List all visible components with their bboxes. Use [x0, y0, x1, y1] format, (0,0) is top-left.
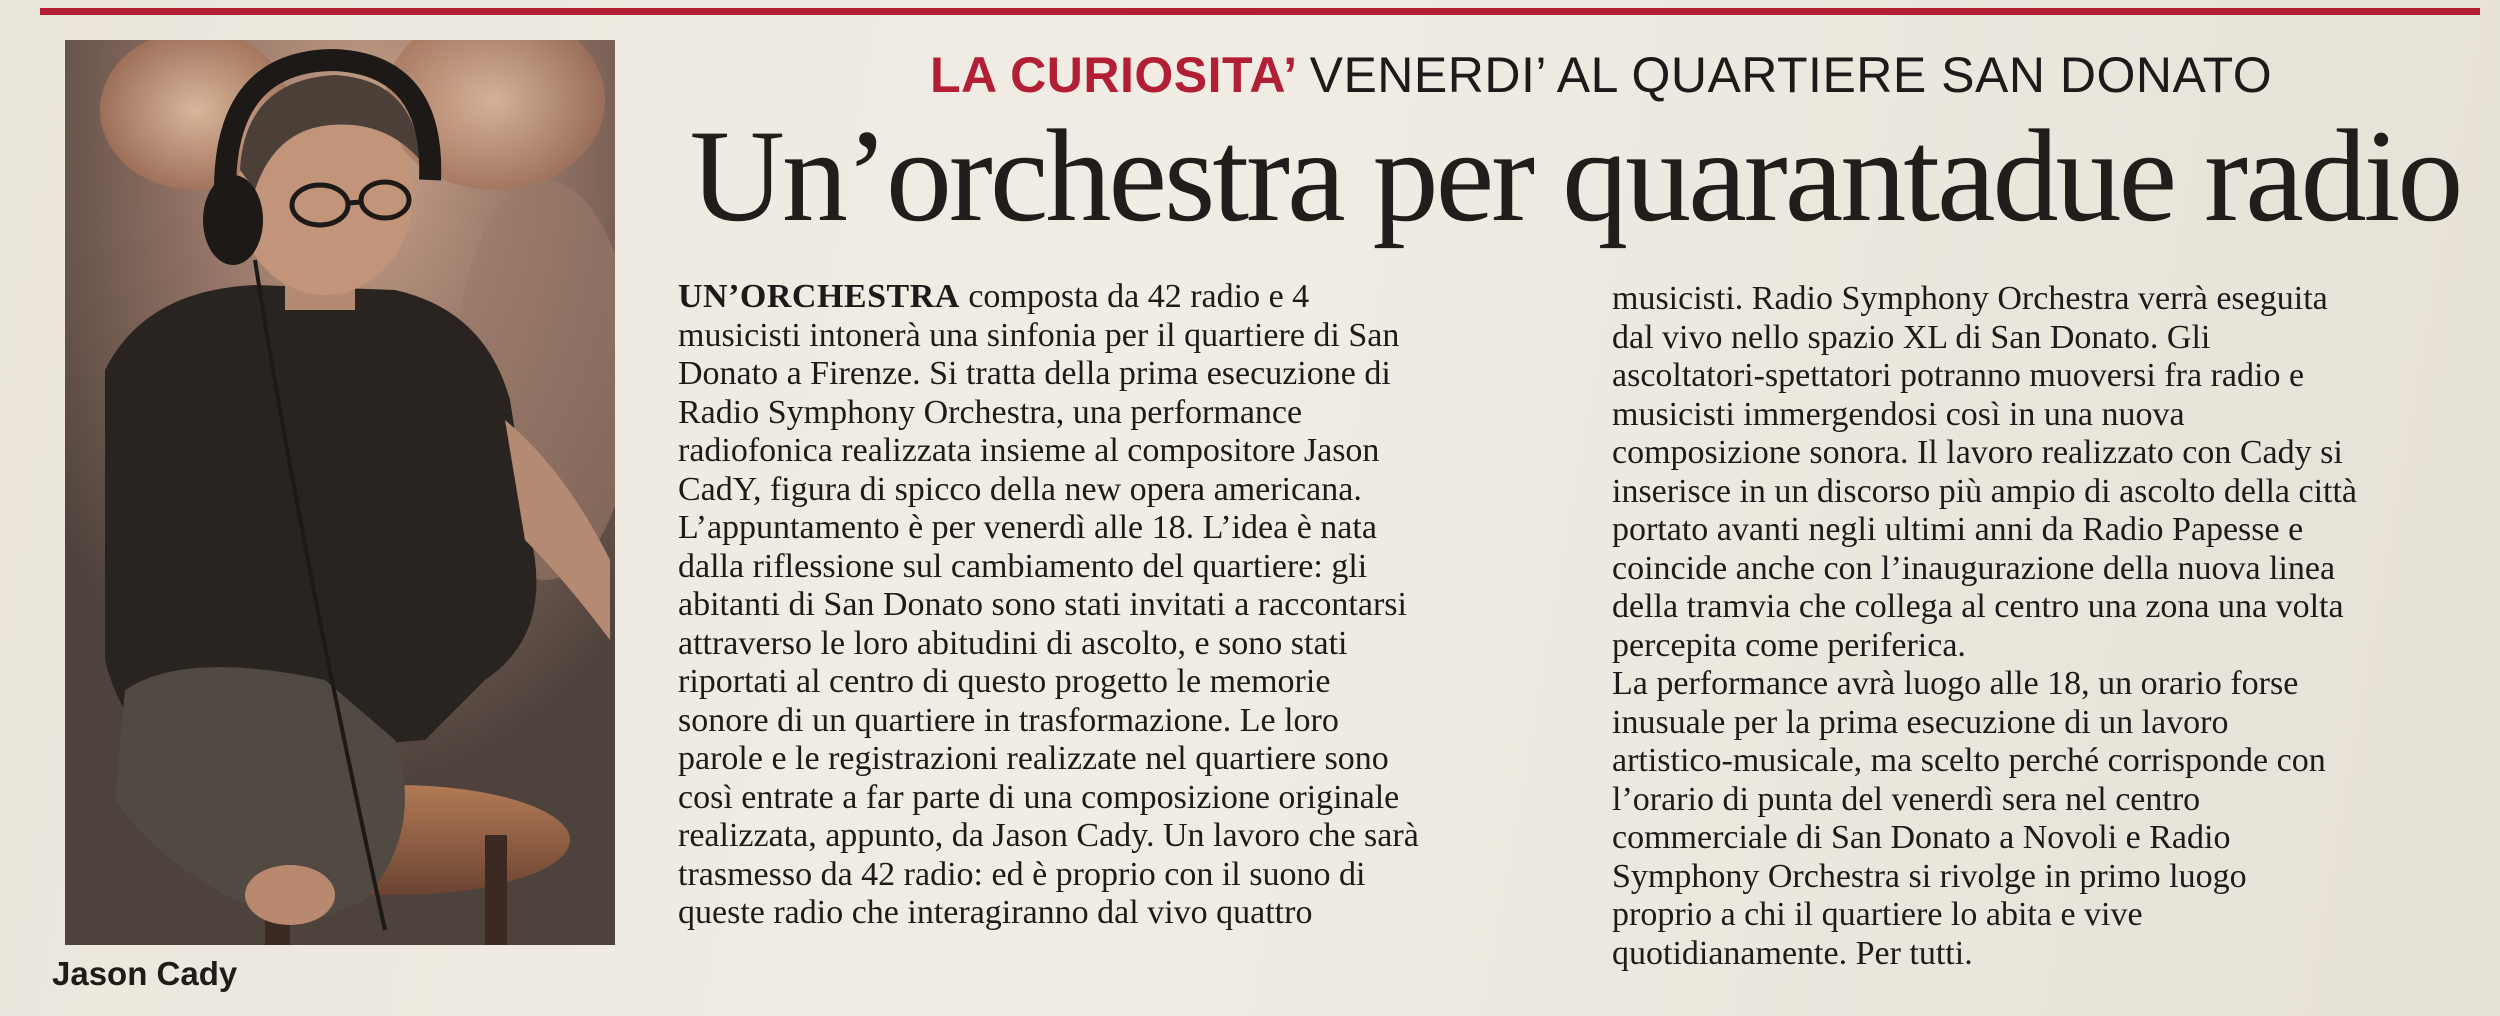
article-line: musicisti intonerà una sinfonia per il quartiere di San — [678, 316, 1400, 354]
article-column-2 — [1612, 280, 2472, 973]
photo-musician-headphones-icon — [65, 40, 615, 945]
headline: Un’orchestra per quarantadue radio — [689, 102, 2461, 249]
article-line: radiofonica realizzata insieme al compositore Jason — [678, 432, 1380, 469]
article-line: musicisti immergendosi così in una nuova — [1612, 395, 2185, 433]
article-line: quotidianamente. Per tutti. — [1612, 934, 1973, 972]
article-line: l’orario di punta del venerdì sera nel centro — [1612, 780, 2201, 818]
article-line: Donato a Firenze. Si tratta della prima esecuzione di — [678, 355, 1391, 392]
article-line: parole e le registrazioni realizzate nel quartiere sono — [678, 740, 1389, 777]
article-line: della tramvia che collega al centro una zona una volta — [1612, 588, 2344, 625]
article-line: realizzata, appunto, da Jason Cady. Un lavoro che sarà — [678, 817, 1419, 854]
article-line: sonore di un quartiere in trasformazione. Le loro — [678, 701, 1339, 739]
article-line — [678, 278, 1508, 317]
top-red-rule — [40, 8, 2480, 15]
lead-word: UN’ORCHESTRA — [678, 278, 960, 315]
article-line-text: composta da 42 radio e 4 — [959, 278, 1310, 315]
article-line: portato avanti negli ultimi anni da Radio Papesse e — [1612, 511, 2304, 548]
photo-caption: Jason Cady — [52, 955, 238, 992]
article-line: La performance avrà luogo alle 18, un orario forse — [1612, 665, 2299, 702]
article-line: inserisce in un discorso più ampio di ascolto della città — [1612, 472, 2357, 510]
article-line: riportati al centro di questo progetto le memorie — [678, 663, 1331, 700]
article-line: trasmesso da 42 radio: ed è proprio con il suono di — [678, 855, 1366, 893]
article-line: coincide anche con l’inaugurazione della nuova linea — [1612, 549, 2336, 587]
article-line: L’appuntamento è per venerdì alle 18. L’idea è nata — [678, 509, 1377, 546]
kicker-section: LA CURIOSITA’ — [930, 47, 1298, 103]
article-line: Symphony Orchestra si rivolge in primo luogo — [1612, 857, 2247, 895]
article-column-1 — [678, 278, 1508, 933]
article-line: Radio Symphony Orchestra, una performance — [678, 393, 1303, 431]
kicker — [930, 46, 2272, 104]
article-line: così entrate a far parte di una composizione originale — [678, 778, 1400, 816]
article-line: proprio a chi il quartiere lo abita e vive — [1612, 896, 2143, 933]
article-line: dal vivo nello spazio XL di San Donato. Gli — [1612, 318, 2211, 356]
article-line: artistico-musicale, ma scelto perché corrisponde con — [1612, 742, 2326, 779]
article-line: musicisti. Radio Symphony Orchestra verrà eseguita — [1612, 280, 2328, 317]
article-photo — [65, 40, 615, 945]
article-line: inusuale per la prima esecuzione di un lavoro — [1612, 703, 2229, 741]
article-line: CadY, figura di spicco della new opera americana. — [678, 470, 1362, 508]
article-line: percepita come periferica. — [1612, 626, 1966, 664]
kicker-topic: VENERDI’ AL QUARTIERE SAN DONATO — [1309, 47, 2273, 103]
article-line: dalla riflessione sul cambiamento del quartiere: gli — [678, 547, 1368, 585]
article-line: abitanti di San Donato sono stati invitati a raccontarsi — [678, 586, 1407, 623]
article-line: commerciale di San Donato a Novoli e Radio — [1612, 819, 2231, 856]
article-line: queste radio che interagiranno dal vivo quattro — [678, 894, 1313, 931]
article-line: attraverso le loro abitudini di ascolto, e sono stati — [678, 624, 1348, 662]
article-line: composizione sonora. Il lavoro realizzato con Cady si — [1612, 434, 2343, 471]
article-line: ascoltatori-spettatori potranno muoversi fra radio e — [1612, 357, 2305, 394]
